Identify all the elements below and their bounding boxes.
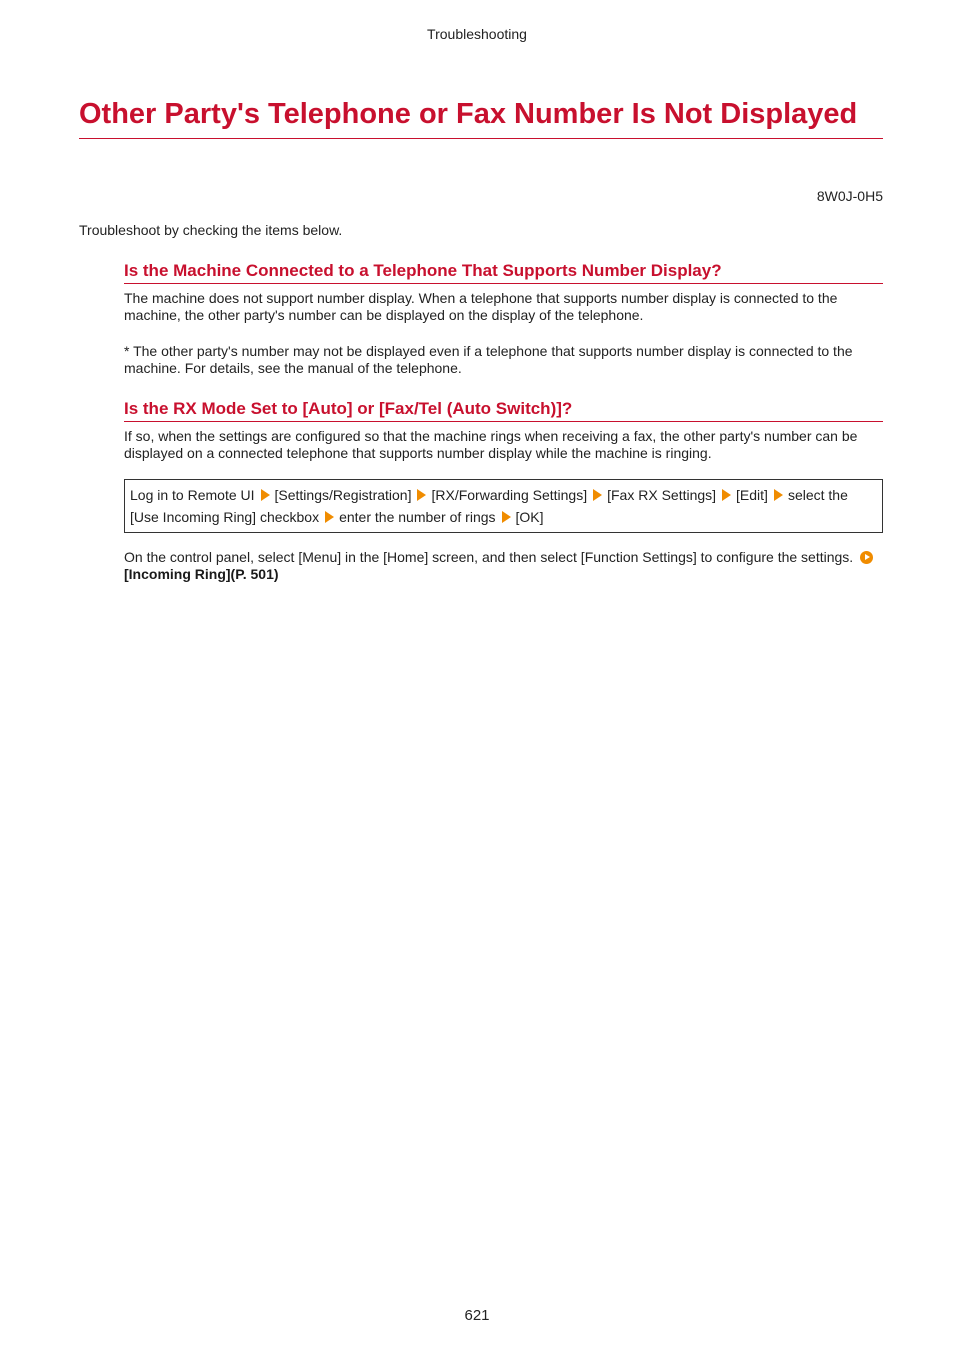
section-heading: Is the Machine Connected to a Telephone That Supports Number Display? (124, 259, 883, 284)
arrow-right-icon (593, 489, 602, 501)
procedure-step: [Settings/Registration] (274, 487, 412, 503)
procedure-step: enter the number of rings (339, 509, 496, 525)
running-header: Troubleshooting (427, 26, 527, 42)
control-panel-note (124, 549, 883, 583)
circle-arrow-link-icon[interactable] (860, 551, 873, 564)
procedure-step: Log in to Remote UI (130, 487, 255, 503)
arrow-right-icon (774, 489, 783, 501)
procedure-box (124, 479, 883, 533)
incoming-ring-link[interactable]: [Incoming Ring](P. 501) (124, 566, 279, 582)
section-paragraph: The machine does not support number display. When a telephone that supports number display is connected to the machine, the other party's number can be displayed on the display of the telephone. (124, 290, 838, 323)
arrow-right-icon (722, 489, 731, 501)
section-rx-mode (124, 397, 883, 583)
arrow-right-icon (502, 511, 511, 523)
document-code: 8W0J-0H5 (816, 188, 883, 204)
note-text: On the control panel, select [Menu] in the [Home] screen, and then select [Function Settings] to configure the settings. (124, 549, 854, 565)
arrow-right-icon (417, 489, 426, 501)
section-heading: Is the RX Mode Set to [Auto] or [Fax/Tel (Auto Switch)]? (124, 397, 883, 422)
intro-text: Troubleshoot by checking the items below. (79, 222, 343, 238)
section-paragraph: If so, when the settings are configured so that the machine rings when receiving a fax, the other party's number can be displayed on a connected telephone that supports number display while the machine is ringing. (124, 428, 858, 461)
page-title: Other Party's Telephone or Fax Number Is Not Displayed (79, 92, 883, 139)
page-number: 621 (464, 1307, 490, 1324)
section-number-display (124, 259, 883, 377)
arrow-right-icon (325, 511, 334, 523)
section-note: * The other party's number may not be displayed even if a telephone that supports number display is connected to the machine. For details, see the manual of the telephone. (124, 343, 853, 376)
procedure-step: [OK] (515, 509, 544, 525)
procedure-step: [Fax RX Settings] (607, 487, 717, 503)
procedure-step: [Edit] (736, 487, 768, 503)
procedure-step: select the [Use Incoming Ring] checkbox (130, 487, 848, 525)
procedure-step: [RX/Forwarding Settings] (431, 487, 588, 503)
arrow-right-icon (261, 489, 270, 501)
